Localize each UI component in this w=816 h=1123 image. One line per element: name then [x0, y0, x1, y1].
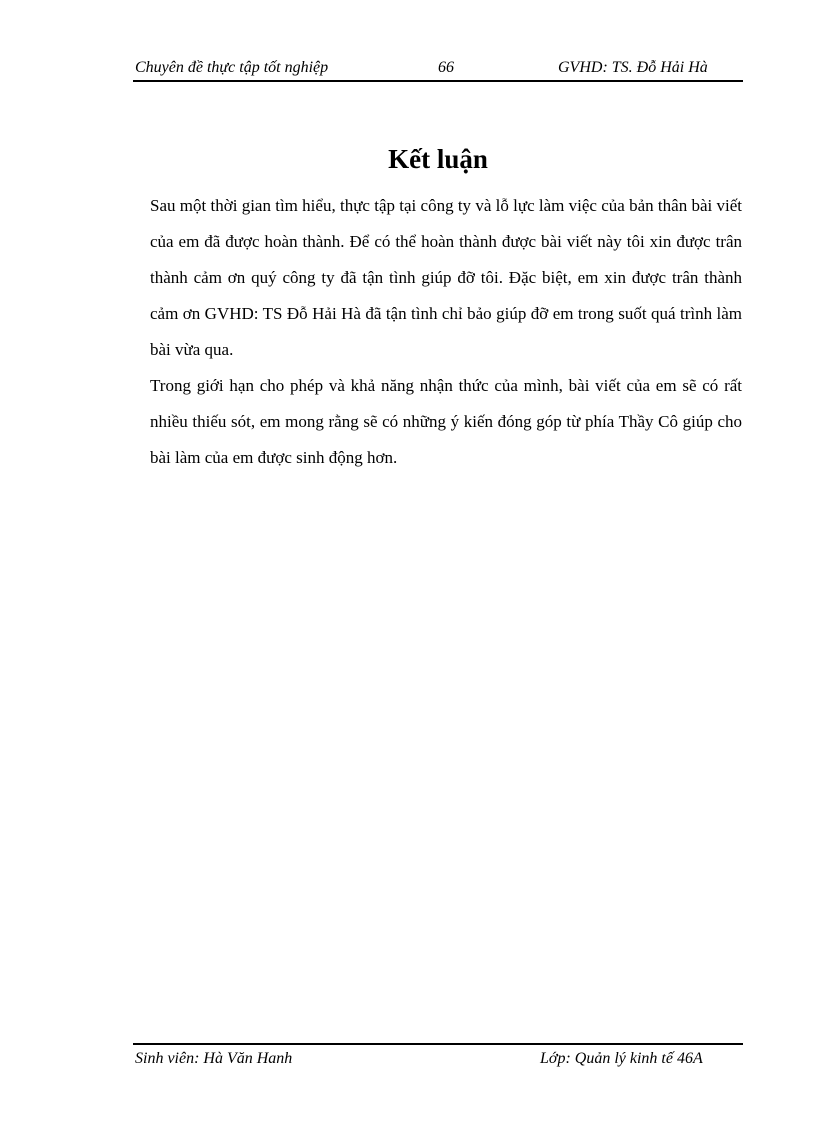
- header-page-number: 66: [438, 59, 454, 76]
- header-advisor: GVHD: TS. Đỗ Hải Hà: [558, 59, 708, 76]
- page-footer: [133, 1043, 743, 1071]
- paragraph-1: Sau một thời gian tìm hiểu, thực tập tại công ty và lỗ lực làm việc của bản thân bài viết của em đã được hoàn thành. Để có thể hoàn thành được bài viết này tôi xin được trân thành cảm ơn quý công ty đã tận tình giúp đỡ tôi. Đặc biệt, em xin được trân thành cảm ơn GVHD: TS Đỗ Hải Hà đã tận tình chỉ bảo giúp đỡ em trong suốt quá trình làm bài vừa qua.: [150, 196, 742, 359]
- document-body: [150, 188, 742, 476]
- header-report-type: Chuyên đề thực tập tốt nghiệp: [135, 59, 329, 76]
- page-header: [133, 58, 743, 82]
- paragraph-2: Trong giới hạn cho phép và khả năng nhận thức của mình, bài viết của em sẽ có rất nhiều thiếu sót, em mong rằng sẽ có những ý kiến đóng góp từ phía Thầy Cô giúp cho bài làm của em được sinh động hơn.: [150, 376, 742, 467]
- page-title: Kết luận: [388, 144, 488, 174]
- footer-student: Sinh viên: Hà Văn Hanh: [135, 1050, 293, 1067]
- footer-class: Lớp: Quản lý kinh tế 46A: [540, 1050, 703, 1067]
